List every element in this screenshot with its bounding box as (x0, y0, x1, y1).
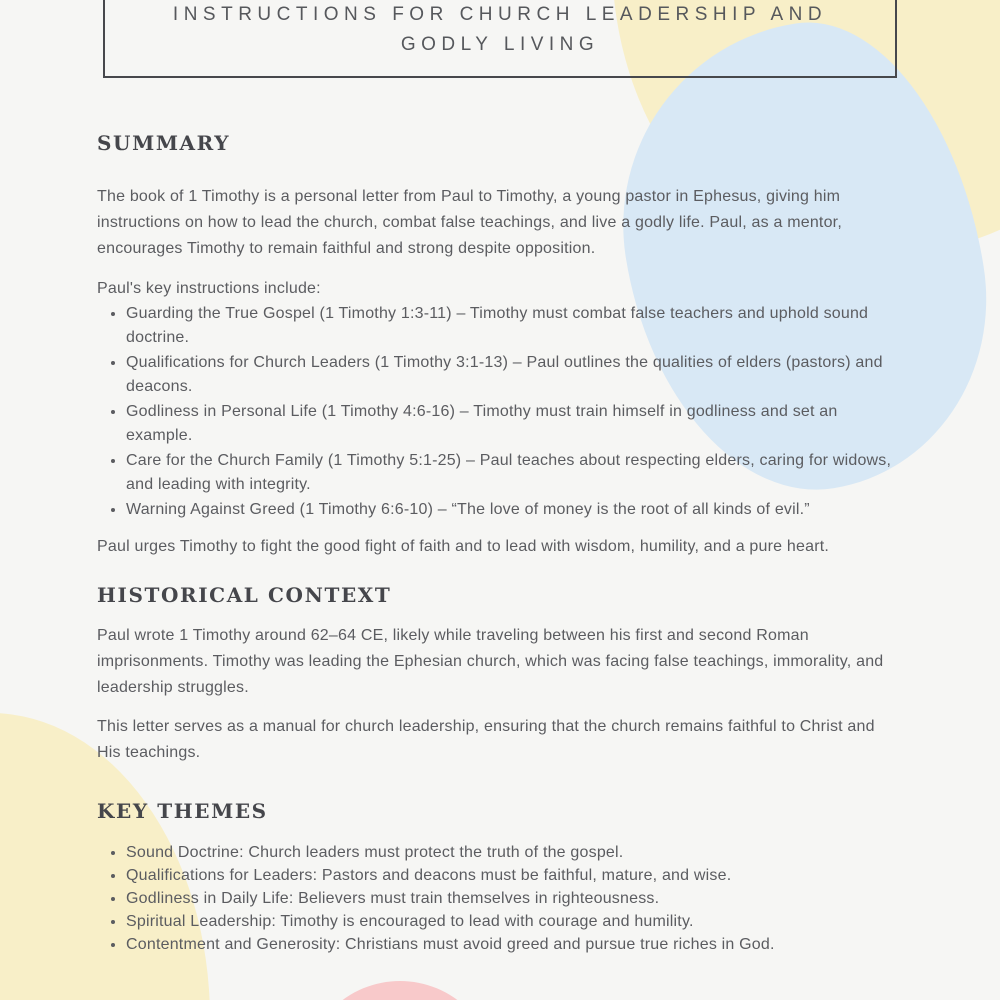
list-item (97, 933, 903, 956)
list-item (97, 864, 903, 887)
summary-closing-paragraph: Paul urges Timothy to fight the good fight of faith and to lead with wisdom, humility, and a pure heart. (97, 538, 830, 555)
list-item-text: Spiritual Leadership: Timothy is encouraged to lead with courage and humility. (126, 913, 694, 930)
list-item-text: Qualifications for Church Leaders (1 Timothy 3:1-13) – Paul outlines the qualities of elders (pastors) and deacons. (126, 354, 883, 395)
summary-paragraph: The book of 1 Timothy is a personal letter from Paul to Timothy, a young pastor in Ephesus, giving him instructions on how to lead the church, combat false teachings, and live a godly life. Paul, as a mentor, encourages Timothy to remain faithful and strong despite opposition. (97, 188, 842, 257)
content-column (97, 131, 903, 956)
list-item-text: Guarding the True Gospel (1 Timothy 1:3-11) – Timothy must combat false teachers and uphold sound doctrine. (126, 305, 869, 346)
bullet-icon (111, 459, 115, 463)
document-title-line2: GODLY LIVING (400, 34, 600, 55)
list-item-text: Warning Against Greed (1 Timothy 6:6-10) – “The love of money is the root of all kinds of evil.” (126, 501, 810, 518)
title-frame (103, 0, 897, 78)
bullet-icon (111, 508, 115, 512)
key-themes-heading: KEY THEMES (97, 799, 268, 823)
historical-context-paragraph: This letter serves as a manual for church leadership, ensuring that the church remains faithful to Christ and His teachings. (97, 718, 875, 761)
list-item-text: Contentment and Generosity: Christians must avoid greed and pursue true riches in God. (126, 936, 775, 953)
list-item-text: Godliness in Personal Life (1 Timothy 4:6-16) – Timothy must train himself in godliness and set an example. (126, 403, 838, 444)
bullet-icon (111, 943, 115, 947)
historical-context-paragraph: Paul wrote 1 Timothy around 62–64 CE, likely while traveling between his first and second Roman imprisonments. Timothy was leading the Ephesian church, which was facing false teachings, immorality, and leadership struggles. (97, 627, 884, 696)
list-item (97, 449, 903, 497)
list-item (97, 841, 903, 864)
historical-context-heading: HISTORICAL CONTEXT (97, 583, 392, 607)
list-item (97, 302, 903, 350)
key-themes-list (97, 841, 903, 956)
bullet-icon (111, 312, 115, 316)
bullet-icon (111, 851, 115, 855)
bullet-icon (111, 874, 115, 878)
instructions-intro: Paul's key instructions include: (97, 280, 321, 297)
bullet-icon (111, 361, 115, 365)
list-item-text: Godliness in Daily Life: Believers must train themselves in righteousness. (126, 890, 660, 907)
list-item-text: Sound Doctrine: Church leaders must protect the truth of the gospel. (126, 844, 624, 861)
list-item (97, 887, 903, 910)
list-item-text: Qualifications for Leaders: Pastors and deacons must be faithful, mature, and wise. (126, 867, 732, 884)
list-item (97, 351, 903, 399)
bullet-icon (111, 897, 115, 901)
list-item (97, 400, 903, 448)
list-item-text: Care for the Church Family (1 Timothy 5:1-25) – Paul teaches about respecting elders, caring for widows, and leading with integrity. (126, 452, 892, 493)
bullet-icon (111, 920, 115, 924)
list-item (97, 910, 903, 933)
bullet-icon (111, 410, 115, 414)
instructions-list (97, 302, 903, 522)
summary-heading: SUMMARY (97, 131, 231, 155)
document-title-line1: INSTRUCTIONS FOR CHURCH LEADERSHIP AND (172, 4, 828, 25)
list-item (97, 498, 903, 522)
pink-blob-bottom (304, 981, 496, 1000)
